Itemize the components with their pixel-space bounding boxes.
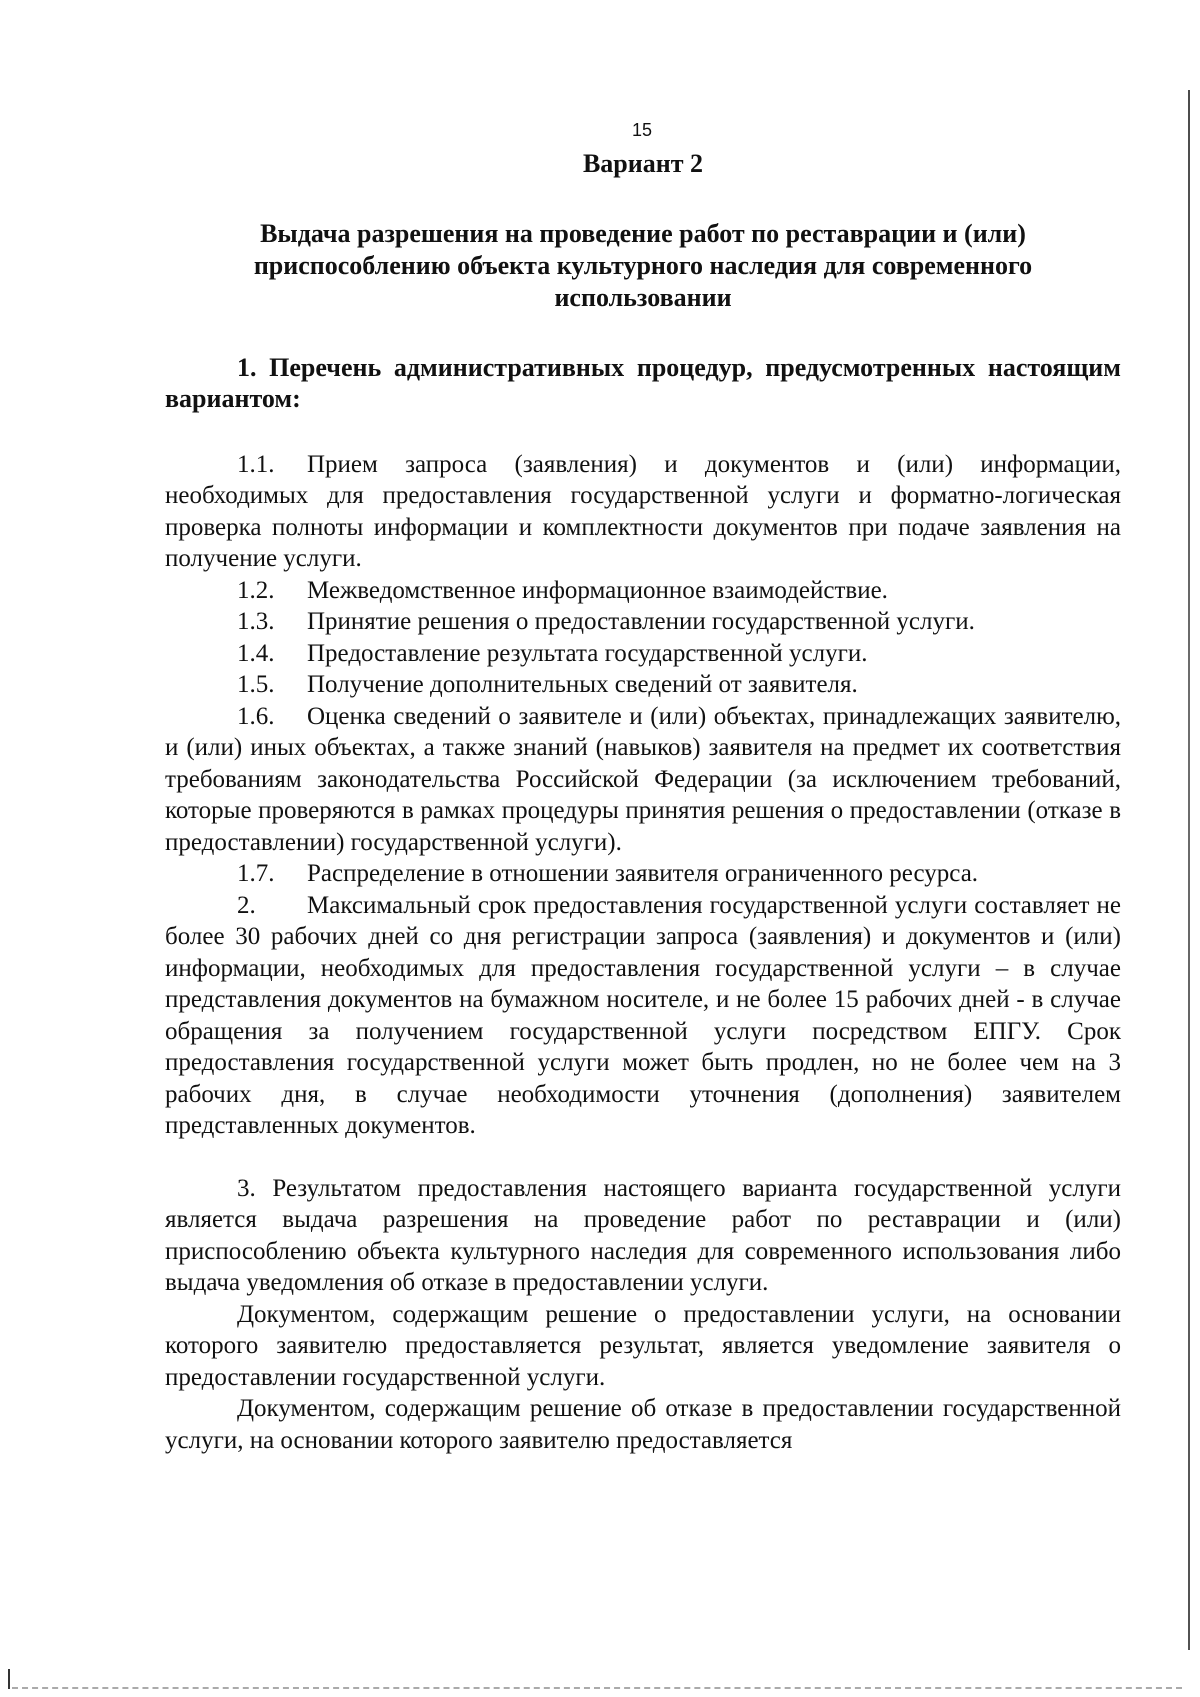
list-item-1-3 (165, 606, 1121, 638)
section-3-paragraph-1: 3. Результатом предоставления настоящего варианта государственной услуги является выдача разрешения на проведение работ по реставрации и (или) приспособлению объекта культурного наследия для современного использования либо выдача уведомления об отказе в предоставлении услуги. (165, 1174, 1121, 1296)
list-item-1-2 (165, 575, 1121, 607)
item-text: Распределение в отношении заявителя ограниченного ресурса. (307, 860, 979, 887)
section-2-text: Максимальный срок предоставления государственной услуги составляет не более 30 рабочих дней со дня регистрации запроса (заявления) и документов и (или) информации, необходимых для предоставления государственной услуги – в случае представления документов на бумажном носителе, и не более 15 рабочих дней - в случае обращения за получением государственной услуги посредством ЕПГУ. Срок предоставления государственной услуги может быть продлен, но не более чем на 3 рабочих дня, в случае необходимости уточнения (дополнения) заявителем представленных документов. (165, 891, 1121, 1139)
list-item-1-7 (165, 858, 1121, 890)
section-2-paragraph (165, 890, 1121, 1142)
item-number: 1.6. (237, 702, 275, 730)
scan-bottom-edge (12, 1687, 1182, 1689)
item-number: 1.2. (237, 576, 275, 604)
item-text: Прием запроса (заявления) и документов и (или) информации, необходимых для предоставления государственной услуги и форматно-логическая проверка полноты информации и комплектности документов при подаче заявления на получение услуги. (165, 450, 1121, 572)
item-text: Принятие решения о предоставлении государственной услуги. (307, 608, 975, 635)
scan-corner-mark (8, 1669, 10, 1689)
section-1-heading: 1. Перечень административных процедур, предусмотренных настоящим вариантом: (165, 352, 1121, 413)
section-3-paragraph-2: Документом, содержащим решение о предоставлении услуги, на основании которого заявителю предоставляется результат, является уведомление заявителя о предоставлении государственной услуги. (165, 1300, 1121, 1391)
list-item-1-6 (165, 701, 1121, 859)
document-body (165, 148, 1121, 1456)
service-title: Выдача разрешения на проведение работ по реставрации и (или) приспособлению объекта культурного наследия для современного использовании (253, 218, 1033, 312)
item-text: Предоставление результата государственной услуги. (307, 639, 868, 667)
item-text: Межведомственное информационное взаимодействие. (307, 576, 888, 604)
item-number: 2. (237, 891, 256, 919)
item-number: 1.3. (237, 608, 275, 635)
item-number: 1.7. (237, 860, 275, 887)
item-number: 1.1. (237, 450, 275, 478)
item-text: Получение дополнительных сведений от заявителя. (307, 671, 858, 698)
item-number: 1.4. (237, 639, 275, 667)
paragraph-gap (165, 1142, 1121, 1173)
item-text: Оценка сведений о заявителе и (или) объектах, принадлежащих заявителю, и (или) иных объектах, а также знаний (навыков) заявителя на предмет их соответствия требованиям законодательства Российской Федерации (за исключением требований, которые проверяются в рамках процедуры принятия решения о предоставлении (отказе в предоставлении) государственной услуги). (165, 702, 1121, 856)
list-item-1-1 (165, 449, 1121, 575)
section-3-paragraph-3: Документом, содержащим решение об отказе в предоставлении государственной услуги, на основании которого заявителю предоставляется (165, 1395, 1121, 1454)
list-item-1-4 (165, 638, 1121, 670)
item-number: 1.5. (237, 671, 275, 698)
scan-right-edge (1188, 90, 1190, 1650)
variant-title: Вариант 2 (582, 149, 704, 178)
page-number: 15 (631, 120, 653, 140)
list-item-1-5 (165, 669, 1121, 701)
